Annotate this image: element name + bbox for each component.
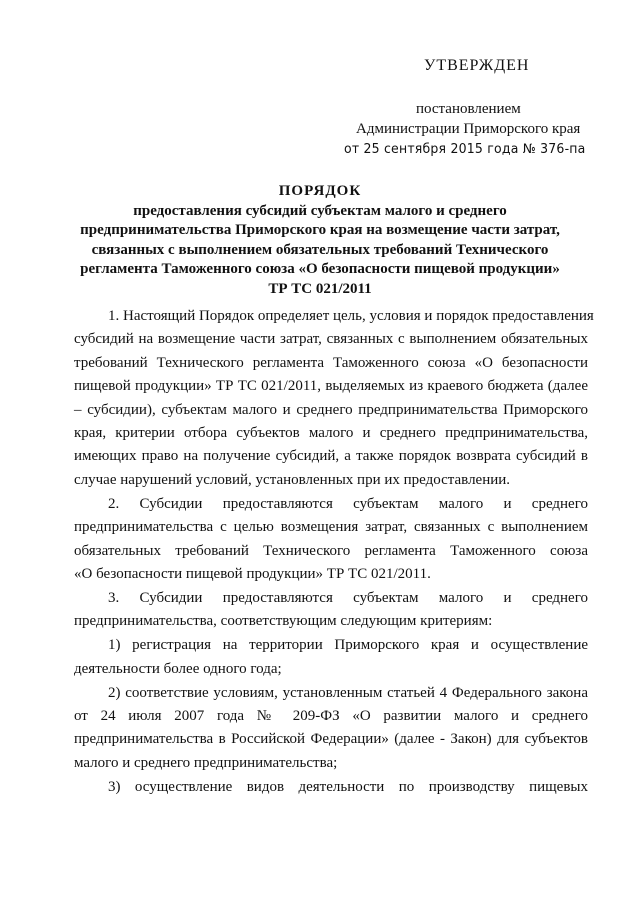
text-line: «О безопасности пищевой продукции» ТР ТС 021/2011. xyxy=(74,565,431,582)
text-line: обязательных требований Технического регламента Таможенного союза xyxy=(74,542,588,559)
text-line: субсидий на возмещение части затрат, связанных с выполнением обязательных xyxy=(74,331,588,348)
text-line: 1. Настоящий Порядок определяет цель, условия и порядок предоставления xyxy=(108,308,594,324)
document-title xyxy=(60,182,580,299)
text-line: 1) регистрация на территории Приморского края и осуществление xyxy=(108,637,588,654)
text-line: предпринимательства с целью возмещения затрат, связанных с выполнением xyxy=(74,519,588,536)
document-body xyxy=(74,305,594,800)
title-line: предоставления субсидий субъектам малого и среднего xyxy=(133,202,507,219)
criterion-2 xyxy=(74,682,588,776)
approval-by: постановлением xyxy=(416,101,521,117)
title-line: связанных с выполнением обязательных требований Технического xyxy=(91,241,549,258)
criterion-1 xyxy=(74,634,588,681)
title-line: ТР ТС 021/2011 xyxy=(268,280,372,297)
text-line: случае нарушений условий, установленных при их предоставлении. xyxy=(74,471,511,488)
approval-date-number: от 25 сентября 2015 года № 376-па xyxy=(344,140,586,157)
text-line: требований Технического регламента Таможенного союза «О безопасности xyxy=(74,354,588,371)
text-line: предпринимательства в Российской Федерации» (далее - Закон) для субъектов xyxy=(74,731,588,748)
paragraph-1 xyxy=(74,305,594,492)
paragraph-2 xyxy=(74,493,588,587)
text-line: малого и среднего предпринимательства; xyxy=(74,754,338,771)
text-line: деятельности более одного года; xyxy=(74,660,282,677)
text-line: края, критерии отбора субъектов малого и среднего предпринимательства, xyxy=(74,425,588,442)
text-line: – субсидии), субъектам малого и среднего предпринимательства Приморского xyxy=(74,401,588,418)
title-line: регламента Таможенного союза «О безопасности пищевой продукции» xyxy=(80,261,560,277)
approval-administration: Администрации Приморского края xyxy=(356,121,581,137)
text-line: предпринимательства, соответствующим следующим критериям: xyxy=(74,613,493,630)
text-line: имеющих право на получение субсидий, а также порядок возврата субсидий в xyxy=(74,448,588,465)
text-line: пищевой продукции» ТР ТС 021/2011, выделяемых из краевого бюджета (далее xyxy=(74,378,588,395)
text-line: 2. Субсидии предоставляются субъектам малого и среднего xyxy=(108,495,588,512)
criterion-3 xyxy=(74,776,588,799)
text-line: 3) осуществление видов деятельности по производству пищевых xyxy=(108,778,588,795)
title-main: ПОРЯДОК xyxy=(278,183,362,199)
paragraph-3 xyxy=(74,587,588,634)
text-line: 3. Субсидии предоставляются субъектам малого и среднего xyxy=(108,589,588,606)
text-line: 2) соответствие условиям, установленным статьей 4 Федерального закона xyxy=(108,684,588,701)
approval-stamp xyxy=(340,56,590,159)
title-line: предпринимательства Приморского края на возмещение части затрат, xyxy=(80,222,560,238)
text-line: от 24 июля 2007 года № 209-ФЗ «О развитии малого и среднего xyxy=(74,707,588,724)
approved-heading: УТВЕРЖДЕН xyxy=(424,57,530,74)
